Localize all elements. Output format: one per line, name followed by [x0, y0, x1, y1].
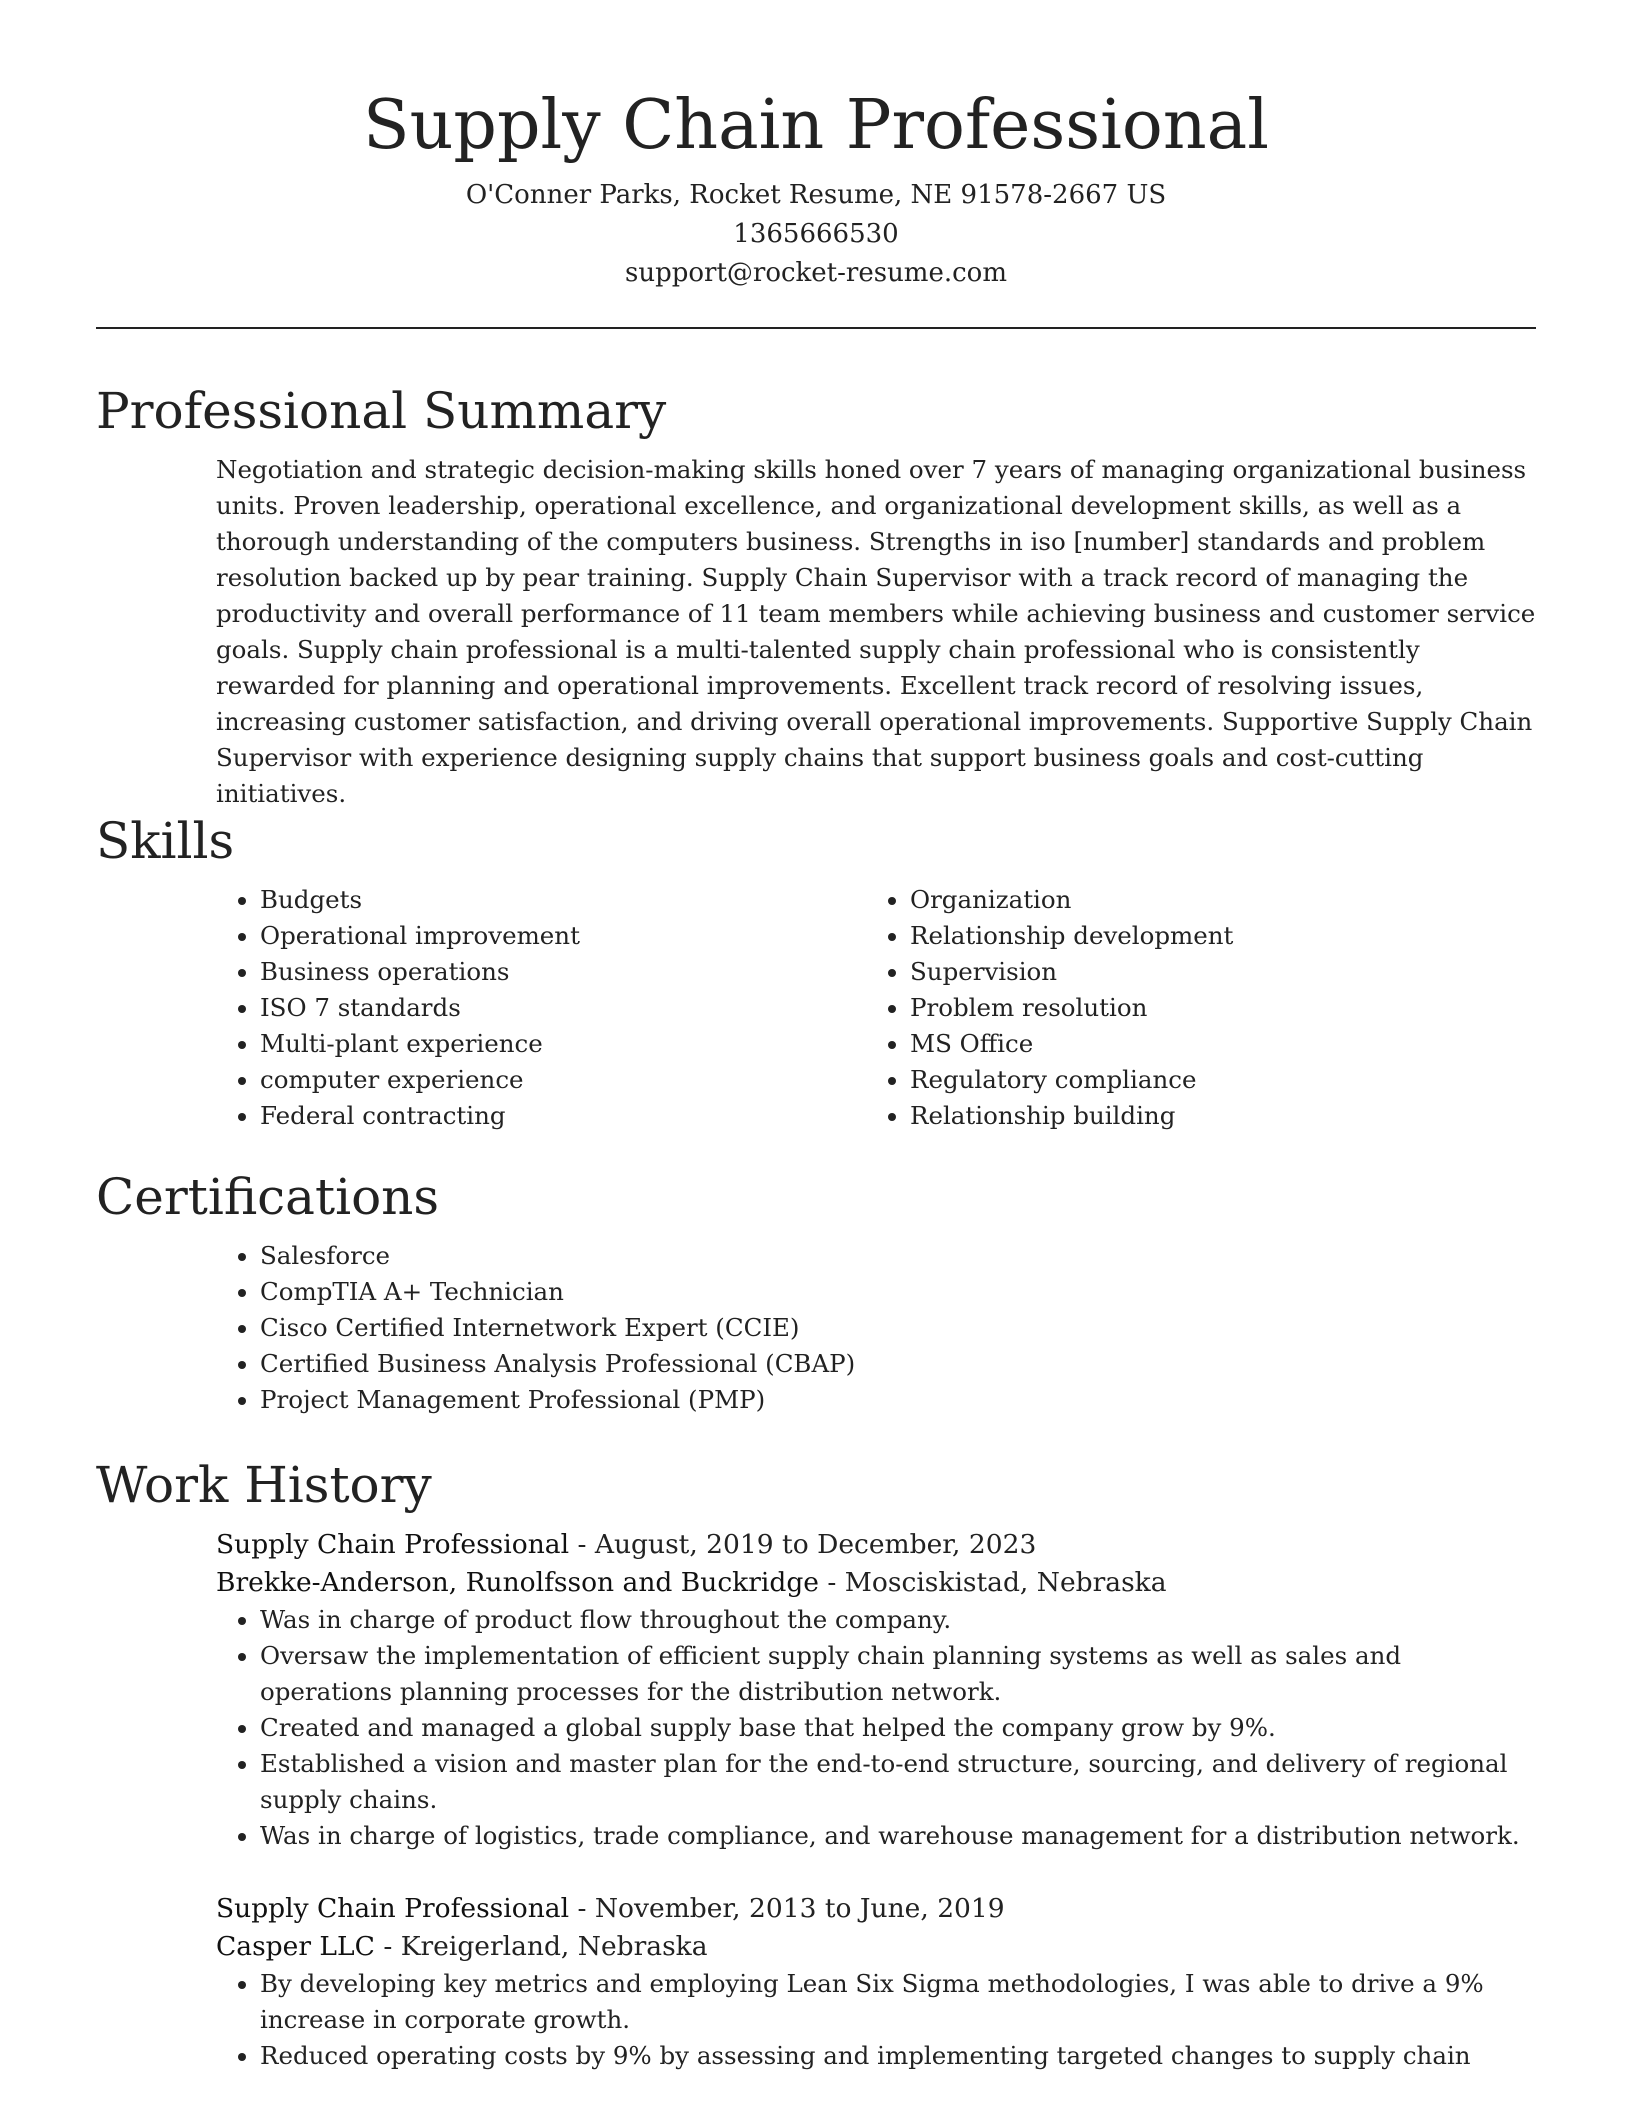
contact-email: support@rocket-resume.com	[624, 258, 1007, 288]
job-dates: - August, 2019 to December, 2023	[569, 1529, 1037, 1560]
summary-text: Negotiation and strategic decision-making skills honed over 7 years of managing organizational business units. Proven leadership, operational excellence, and organizational development skills, as well as a thorough understanding of the computers business. Strengths in iso [number] standards and problem resolution backed up by pear training. Supply Chain Supervisor with a track record of managing the productivity and overall performance of 11 team members while achieving business and customer service goals. Supply chain professional is a multi-talented supply chain professional who is consistently rewarded for planning and operational improvements. Excellent track record of resolving issues, increasing customer satisfaction, and driving overall operational improvements. Supportive Supply Chain Supervisor with experience designing supply chains that support business goals and cost-cutting initiatives.	[216, 455, 1536, 808]
job-bullet: • Was in charge of logistics, trade compliance, and warehouse management for a distribution network.	[260, 1818, 1536, 1854]
job-role: Supply Chain Professional	[216, 1893, 570, 1924]
skill-item: • Business operations	[260, 954, 866, 990]
skill-item: • Operational improvement	[260, 918, 866, 954]
resume-header	[96, 0, 1536, 329]
job-bullet: • Reduced operating costs by 9% by assessing and implementing targeted changes to supply chain	[260, 2038, 1536, 2074]
job-dates: - November, 2013 to June, 2019	[569, 1893, 1005, 1924]
job-entry	[216, 1890, 1536, 2074]
skill-item: • Relationship development	[910, 918, 1516, 954]
certification-item: • Certified Business Analysis Professional (CBAP)	[260, 1346, 1536, 1382]
skill-item: • Regulatory compliance	[910, 1062, 1516, 1098]
job-company-line	[216, 1564, 1536, 1602]
work-history-heading: Work History	[96, 1456, 432, 1514]
skill-item: • Budgets	[260, 882, 866, 918]
work-history-section	[96, 1452, 1536, 2074]
job-bullet: • Was in charge of product flow throughout the company.	[260, 1602, 1536, 1638]
certification-item: • Cisco Certified Internetwork Expert (CCIE)	[260, 1310, 1536, 1346]
job-bullets	[216, 1602, 1536, 1854]
skill-item: • Federal contracting	[260, 1098, 866, 1134]
job-title-line	[216, 1890, 1536, 1928]
job-location: - Mosciskistad, Nebraska	[818, 1567, 1167, 1598]
skills-column-right	[866, 882, 1516, 1134]
header-divider	[96, 327, 1536, 329]
skills-grid	[216, 882, 1536, 1134]
contact-address: O'Conner Parks, Rocket Resume, NE 91578-2667 US	[465, 180, 1167, 210]
certification-item: • CompTIA A+ Technician	[260, 1274, 1536, 1310]
job-bullet: • Oversaw the implementation of efficient supply chain planning systems as well as sales and operations planning processes for the distribution network.	[260, 1638, 1536, 1710]
job-company: Brekke-Anderson, Runolfsson and Buckridge	[216, 1567, 819, 1598]
skill-item: • ISO 7 standards	[260, 990, 866, 1026]
contact-phone: 1365666530	[733, 219, 899, 249]
skill-item: • Problem resolution	[910, 990, 1516, 1026]
job-company: Casper LLC	[216, 1931, 375, 1962]
job-title-line	[216, 1526, 1536, 1564]
job-role: Supply Chain Professional	[216, 1529, 570, 1560]
contact-info	[96, 176, 1536, 293]
skill-item: • computer experience	[260, 1062, 866, 1098]
skills-column-left	[216, 882, 866, 1134]
job-entry	[216, 1526, 1536, 1854]
skill-item: • MS Office	[910, 1026, 1516, 1062]
job-bullets	[216, 1966, 1536, 2074]
skill-item: • Organization	[910, 882, 1516, 918]
skill-item: • Supervision	[910, 954, 1516, 990]
certification-item: • Salesforce	[260, 1238, 1536, 1274]
certifications-list	[216, 1238, 1536, 1418]
certifications-section	[96, 1164, 1536, 1418]
skills-heading: Skills	[96, 812, 235, 870]
skill-item: • Multi-plant experience	[260, 1026, 866, 1062]
summary-heading: Professional Summary	[96, 382, 667, 440]
skills-section	[96, 808, 1536, 1134]
certification-item: • Project Management Professional (PMP)	[260, 1382, 1536, 1418]
job-location: - Kreigerland, Nebraska	[374, 1931, 708, 1962]
summary-section	[96, 378, 1536, 812]
job-bullet: • Created and managed a global supply base that helped the company grow by 9%.	[260, 1710, 1536, 1746]
job-bullet: • Established a vision and master plan for the end-to-end structure, sourcing, and delivery of regional supply chains.	[260, 1746, 1536, 1818]
job-company-line	[216, 1928, 1536, 1966]
job-bullet: • By developing key metrics and employing Lean Six Sigma methodologies, I was able to drive a 9% increase in corporate growth.	[260, 1966, 1536, 2038]
skill-item: • Relationship building	[910, 1098, 1516, 1134]
candidate-name: Supply Chain Professional	[363, 86, 1269, 165]
resume-page	[96, 0, 1536, 2070]
certifications-heading: Certifications	[96, 1168, 440, 1226]
